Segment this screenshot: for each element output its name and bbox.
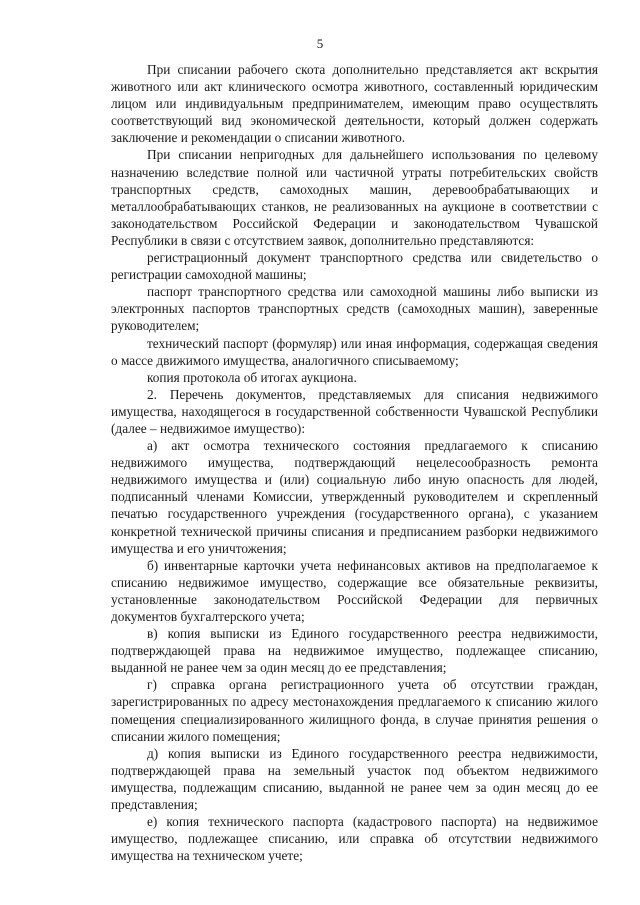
paragraph-vehicles-writeoff: При списании непригодных для дальнейшего использования по целевому назначению вследствие полной или частичной утраты потребительских свойств транспортных средств, самоходных машин, деревообрабатывающих и металлообрабатывающих станков, не реализованных на аукционе в соответствии с законодательством Российской Федерации и законодательством Чувашской Республики в связи с отсутствием заявок, дополнительно представляются: [111,147,598,248]
paragraph-auction-protocol: копия протокола об итогах аукциона. [147,369,357,385]
paragraph-livestock-writeoff: При списании рабочего скота дополнительно представляется акт вскрытия животного или акт клинического осмотра животного, составленный юридическим лицом или индивидуальным предпринимателем, имеющим право осуществлять соответствующий вид экономической деятельности, который должен содержать заключение и рекомендации о списании животного. [111,62,598,146]
list-item-b: б) инвентарные карточки учета нефинансовых активов на предполагаемое к списанию недвижимое имущество, содержащие все обязательные реквизиты, установленные законодательством Российской Федерации для первичных документов бухгалтерского учета; [111,557,598,624]
paragraph-vehicle-passport: паспорт транспортного средства или самоходной машины либо выписки из электронных паспортов транспортных средств (самоходных машин), заверенные руководителем; [111,284,598,334]
list-item-g: г) справка органа регистрационного учета об отсутствии граждан, зарегистрированных по адресу местонахождения предлагаемого к списанию жилого помещения специализированного жилищного фонда, в случае принятия решения о списании жилого помещения; [111,677,598,744]
document-body [111,61,598,864]
list-item-v: в) копия выписки из Единого государственного реестра недвижимости, подтверждающей права на недвижимое имущество, подлежащее списанию, выданной не ранее чем за один месяц до ее представления; [111,626,598,676]
paragraph-registration-document: регистрационный документ транспортного средства или свидетельство о регистрации самоходной машины; [111,250,598,283]
page-number: 5 [316,36,324,51]
list-item-e: е) копия технического паспорта (кадастрового паспорта) на недвижимое имущество, подлежащее списанию, или справка об отсутствии недвижимого имущества на техническом учете; [111,814,598,864]
paragraph-technical-passport: технический паспорт (формуляр) или иная информация, содержащая сведения о массе движимого имущества, аналогичного списываемому; [111,335,598,368]
list-item-d: д) копия выписки из Единого государственного реестра недвижимости, подтверждающей права на земельный участок под объектом недвижимого имущества, подлежащим списанию, выданной не ранее чем за один месяц до ее представления; [111,745,598,813]
list-item-a: а) акт осмотра технического состояния предлагаемого к списанию недвижимого имущества, подтверждающий нецелесообразность ремонта недвижимого имущества и (или) социальную либо иную опасность для людей, подписанный членами Комиссии, утвержденный руководителем и скрепленный печатью государственного учреждения (государственного органа), с указанием конкретной технической причины списания и предписанием разборки недвижимого имущества и его уничтожения; [111,438,598,556]
paragraph-section-2-heading: 2. Перечень документов, представляемых для списания недвижимого имущества, находящегося в государственной собственности Чувашской Республики (далее – недвижимое имущество): [111,386,598,436]
